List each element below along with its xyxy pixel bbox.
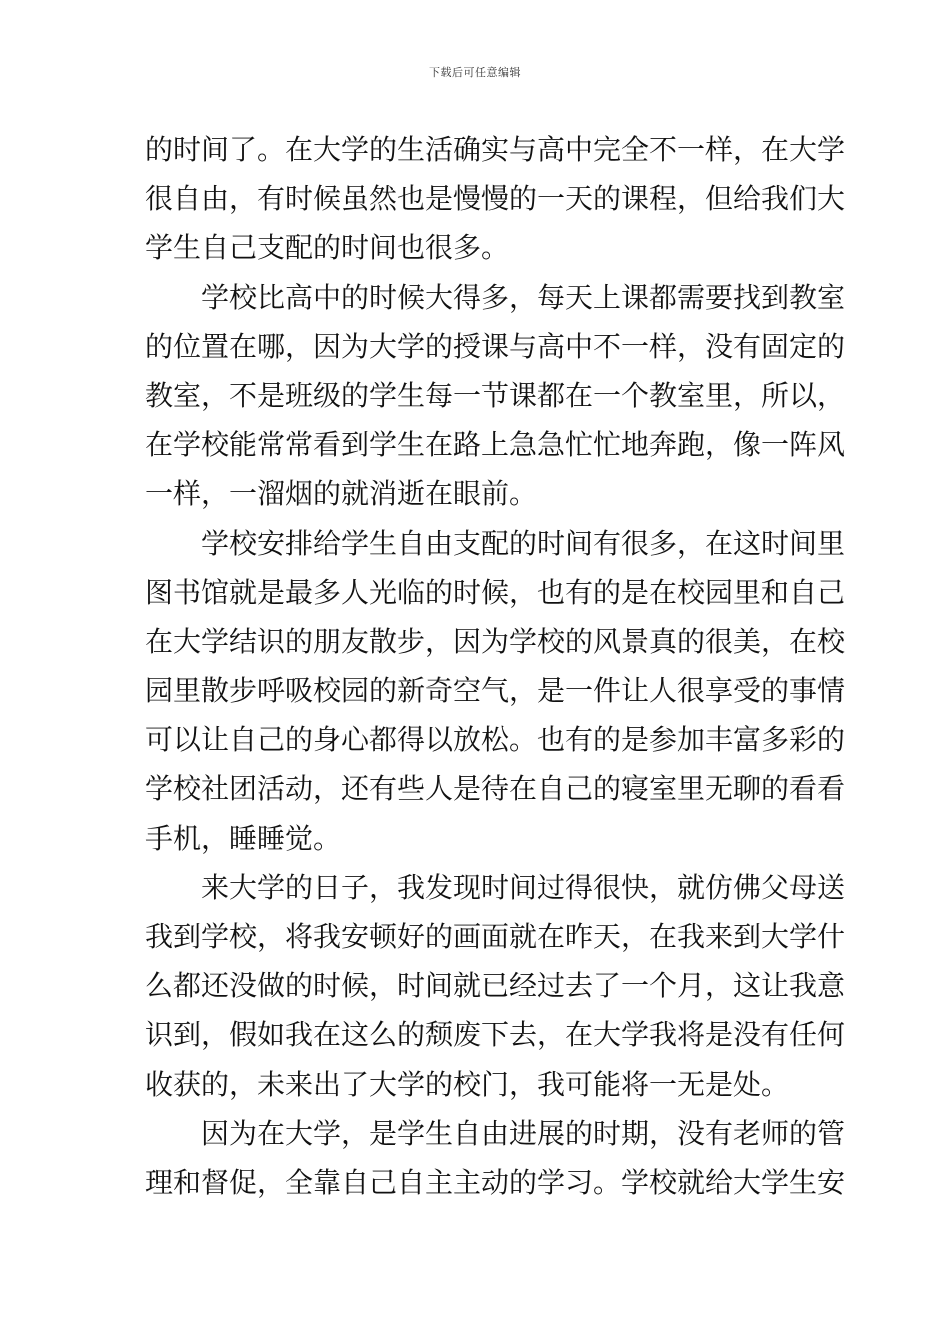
text-line: 园里散步呼吸校园的新奇空气，是一件让人很享受的事情 [145,674,846,708]
text-line: 的时间了。在大学的生活确实与高中完全不一样，在大学 [145,133,846,166]
text-line: 么都还没做的时候，时间就已经过去了一个月，这让我意 [145,969,846,1003]
text-line: 学校安排给学生自由支配的时间有很多，在这时间里 [201,526,846,560]
text-line: 识到，假如我在这么的颓废下去，在大学我将是没有任何 [145,1018,846,1052]
text-line: 可以让自己的身心都得以放松。也有的是参加丰富多彩的 [145,723,846,757]
text-line: 因为在大学，是学生自由进展的时期，没有老师的管 [201,1116,846,1150]
text-line: 学校社团活动，还有些人是待在自己的寝室里无聊的看看 [145,772,846,806]
text-line: 的位置在哪，因为大学的授课与高中不一样，没有固定的 [145,329,846,363]
text-line: 在大学结识的朋友散步，因为学校的风景真的很美，在校 [145,624,846,658]
text-line: 在学校能常常看到学生在路上急急忙忙地奔跑，像一阵风 [145,428,846,462]
text-line: 手机，睡睡觉。 [145,821,342,855]
body-text [145,125,846,1207]
text-line: 教室，不是班级的学生每一节课都在一个教室里，所以， [145,378,846,412]
text-line: 一样，一溜烟的就消逝在眼前。 [145,477,538,511]
text-line: 学生自己支配的时间也很多。 [145,231,510,265]
text-line: 理和督促，全靠自己自主主动的学习。学校就给大学生安 [145,1165,846,1199]
text-line: 图书馆就是最多人光临的时候，也有的是在校园里和自己 [145,575,846,609]
text-line: 收获的，未来出了大学的校门，我可能将一无是处。 [145,1067,790,1101]
text-line: 我到学校，将我安顿好的画面就在昨天，在我来到大学什 [145,920,846,953]
header-note: 下载后可任意编辑 [429,66,521,79]
text-line: 学校比高中的时候大得多，每天上课都需要找到教室 [201,280,846,314]
text-line: 来大学的日子，我发现时间过得很快，就仿佛父母送 [201,870,846,904]
text-line: 很自由，有时候虽然也是慢慢的一天的课程，但给我们大 [145,182,846,216]
